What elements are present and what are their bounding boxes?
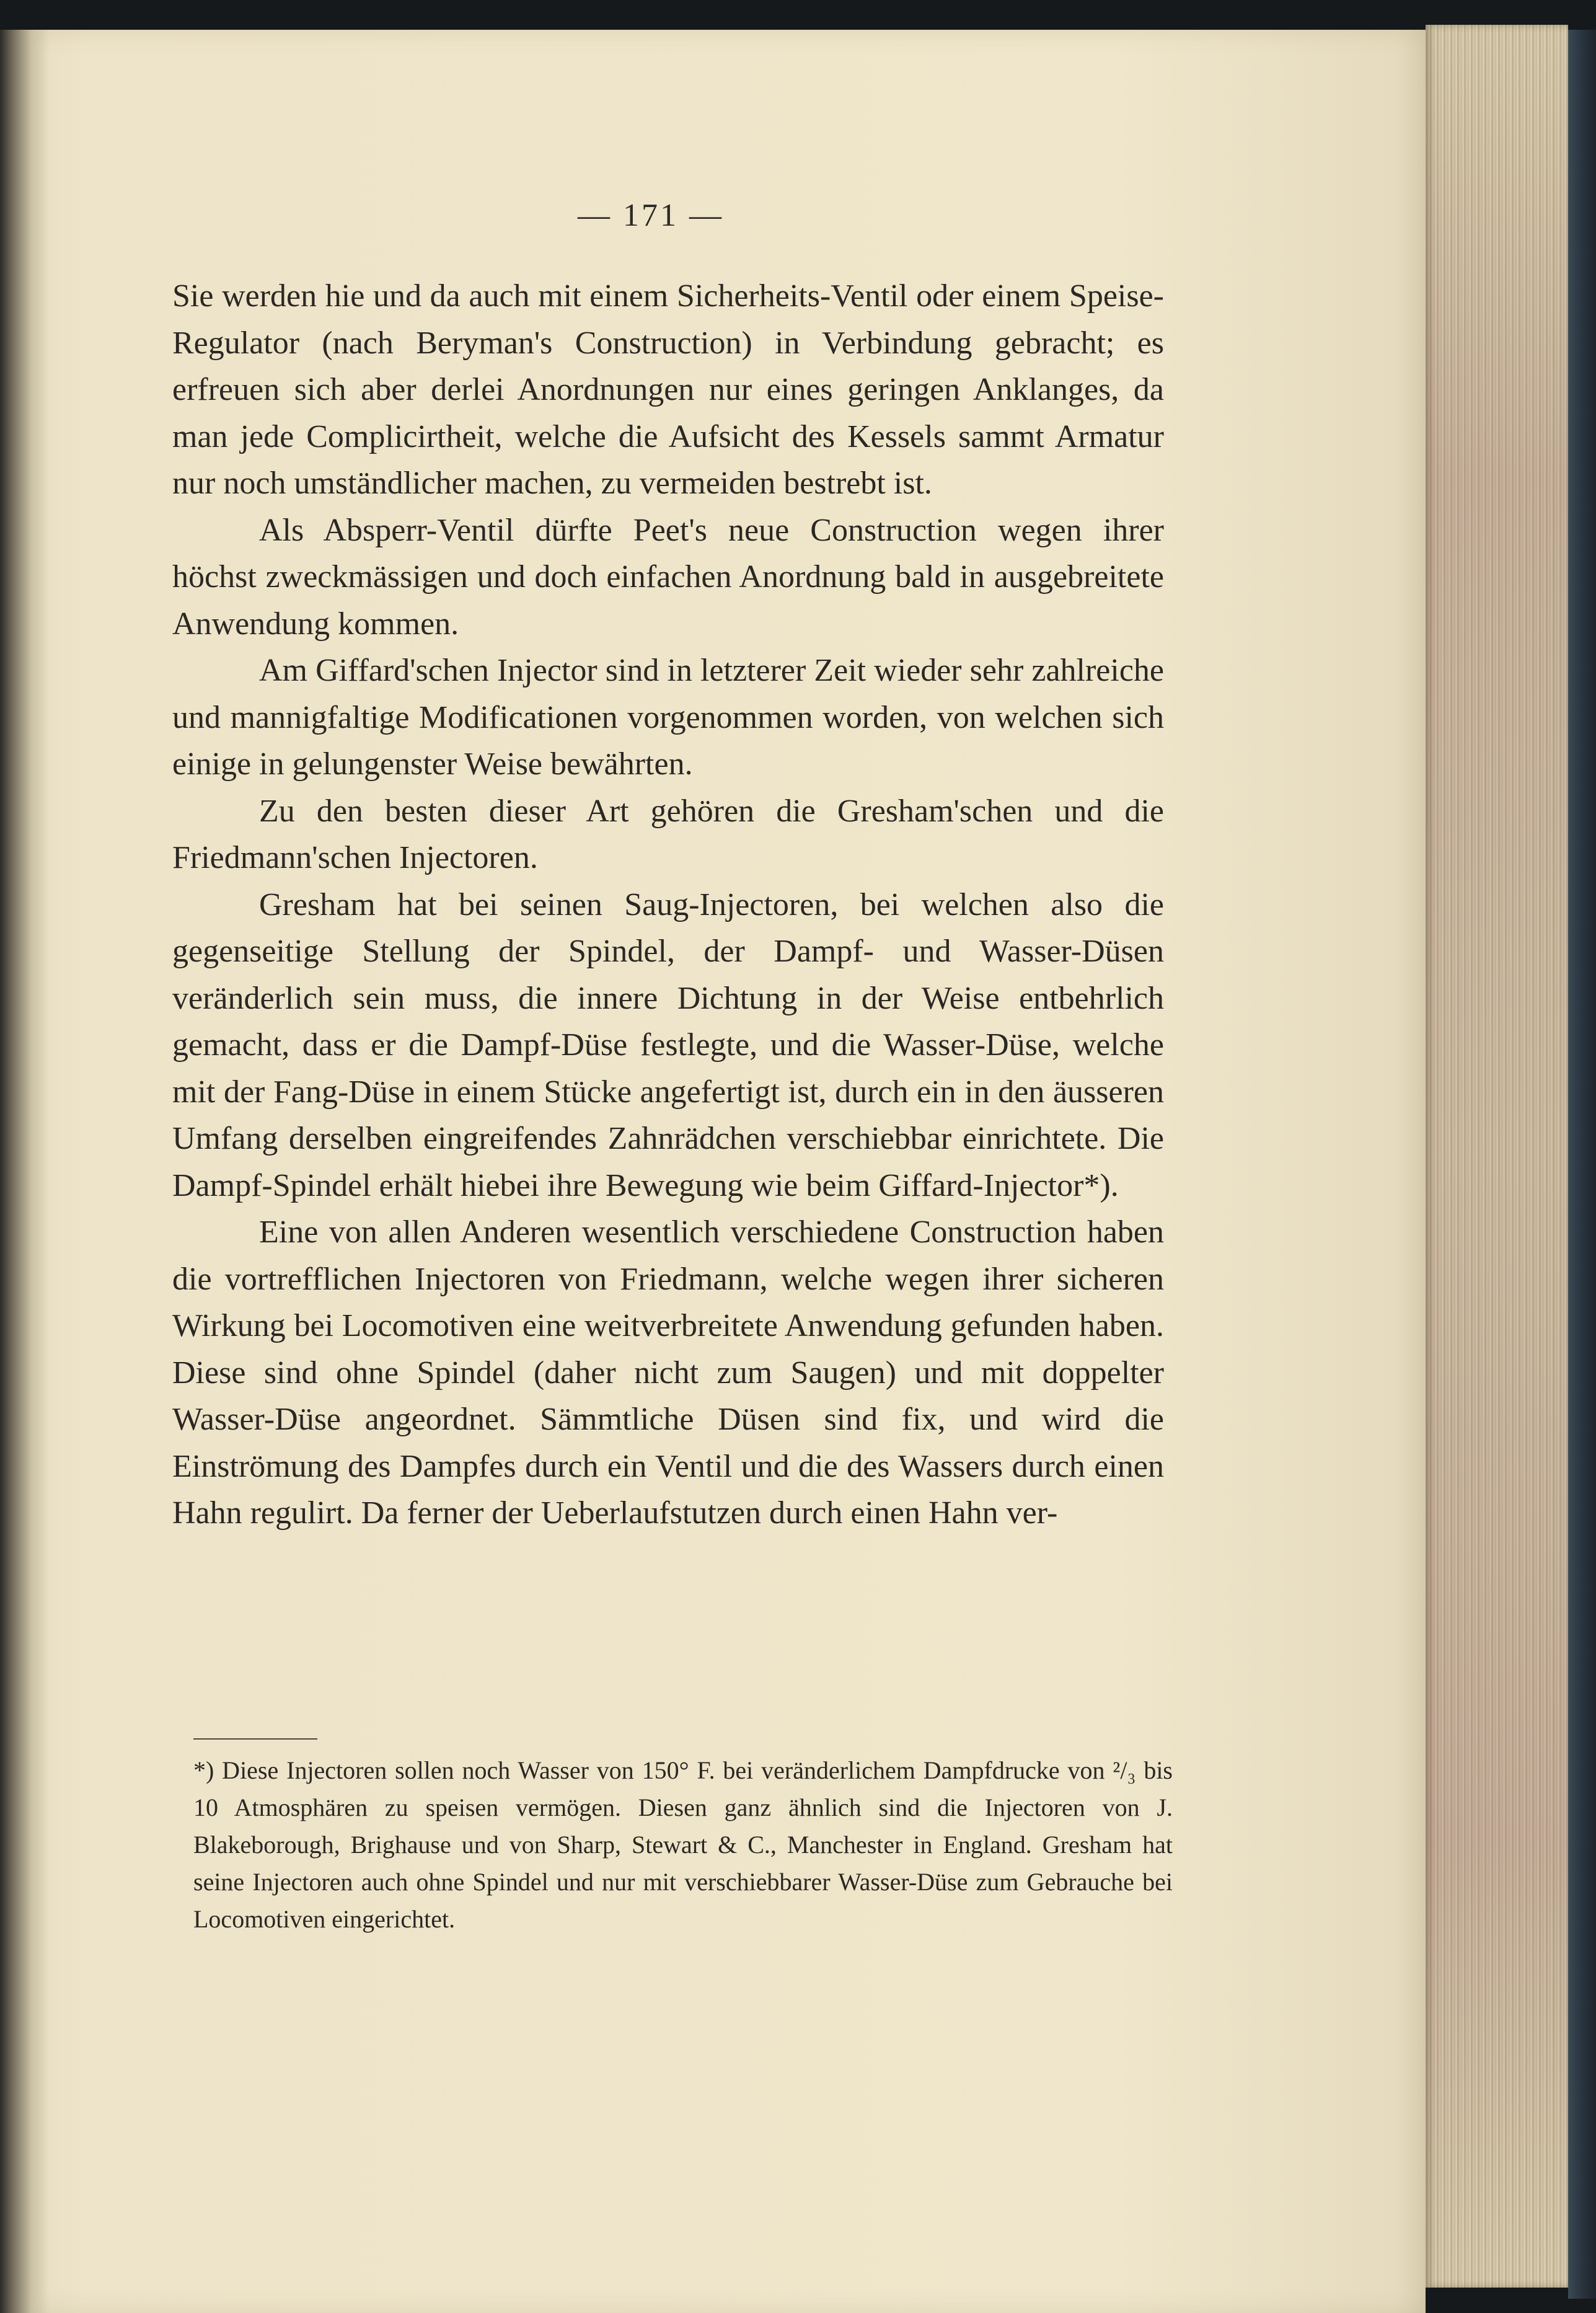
page-stack-edge <box>1426 25 1568 2288</box>
footnote-divider <box>193 1738 317 1740</box>
paragraph: Gresham hat bei seinen Saug-Injectoren, bei welchen also die gegenseitige Stellung der Spindel, der Dampf- und Wasser-Düsen veränderlich sein muss, die innere Dichtung in der Weise entbehrlich gemacht, dass er die Dampf-Düse festlegte, und die Wasser-Düse, welche mit der Fang-Düse in einem Stücke angefertigt ist, durch ein in den äusseren Umfang derselben eingreifendes Zahnrädchen verschiebbar einrichtete. Die Dampf-Spindel erhält hiebei ihre Bewegung wie beim Giffard-Injector*). <box>172 887 1164 1203</box>
paragraph: Als Absperr-Ventil dürfte Peet's neue Construction wegen ihrer höchst zweckmässigen und doch einfachen Anordnung bald in ausgebreitete Anwendung kommen. <box>172 512 1164 642</box>
body-text <box>172 273 1164 1537</box>
binding-gutter <box>0 30 50 2313</box>
paragraph: Am Giffard'schen Injector sind in letzterer Zeit wieder sehr zahlreiche und mannigfaltige Modificationen vorgenommen worden, von welchen sich einige in gelungenster Weise bewährten. <box>172 653 1164 782</box>
paragraph: Sie werden hie und da auch mit einem Sicherheits-Ventil oder einem Speise-Regulator (nach Beryman's Construction) in Verbindung gebracht; es erfreuen sich aber derlei Anordnungen nur eines geringen Anklanges, da man jede Complicirtheit, welche die Aufsicht des Kessels sammt Armatur nur noch umständlicher machen, zu vermeiden bestrebt ist. <box>172 278 1164 501</box>
footnote-text: *) Diese Injectoren sollen noch Wasser von 150° F. bei veränderlichem Dampfdrucke von ²/₃ bis 10 Atmosphären zu speisen vermögen. Diesen ganz ähnlich sind die Injectoren von J. Blakeborough, Brighause und von Sharp, Stewart & C., Manchester in England. Gresham hat seine Injectoren auch ohne Spindel und nur mit verschiebbarer Wasser-Düse zum Gebrauche bei Locomotiven eingerichtet. <box>193 1756 1173 1933</box>
book-cover-edge <box>1568 30 1596 2299</box>
paragraph: Eine von allen Anderen wesentlich verschiedene Construction haben die vortrefflichen Injectoren von Friedmann, welche wegen ihrer sicheren Wirkung bei Locomotiven eine weitverbreitete Anwendung gefunden haben. Diese sind ohne Spindel (daher nicht zum Saugen) und mit doppelter Wasser-Düse angeordnet. Sämmtliche Düsen sind fix, und wird die Einströmung des Dampfes durch ein Ventil und die des Wassers durch einen Hahn regulirt. Da ferner der Ueberlaufstutzen durch einen Hahn ver- <box>172 1214 1164 1531</box>
page-number: — 171 — <box>578 198 724 233</box>
paragraph: Zu den besten dieser Art gehören die Gresham'schen und die Friedmann'schen Injectoren. <box>172 793 1164 875</box>
footnote <box>193 1752 1173 1938</box>
